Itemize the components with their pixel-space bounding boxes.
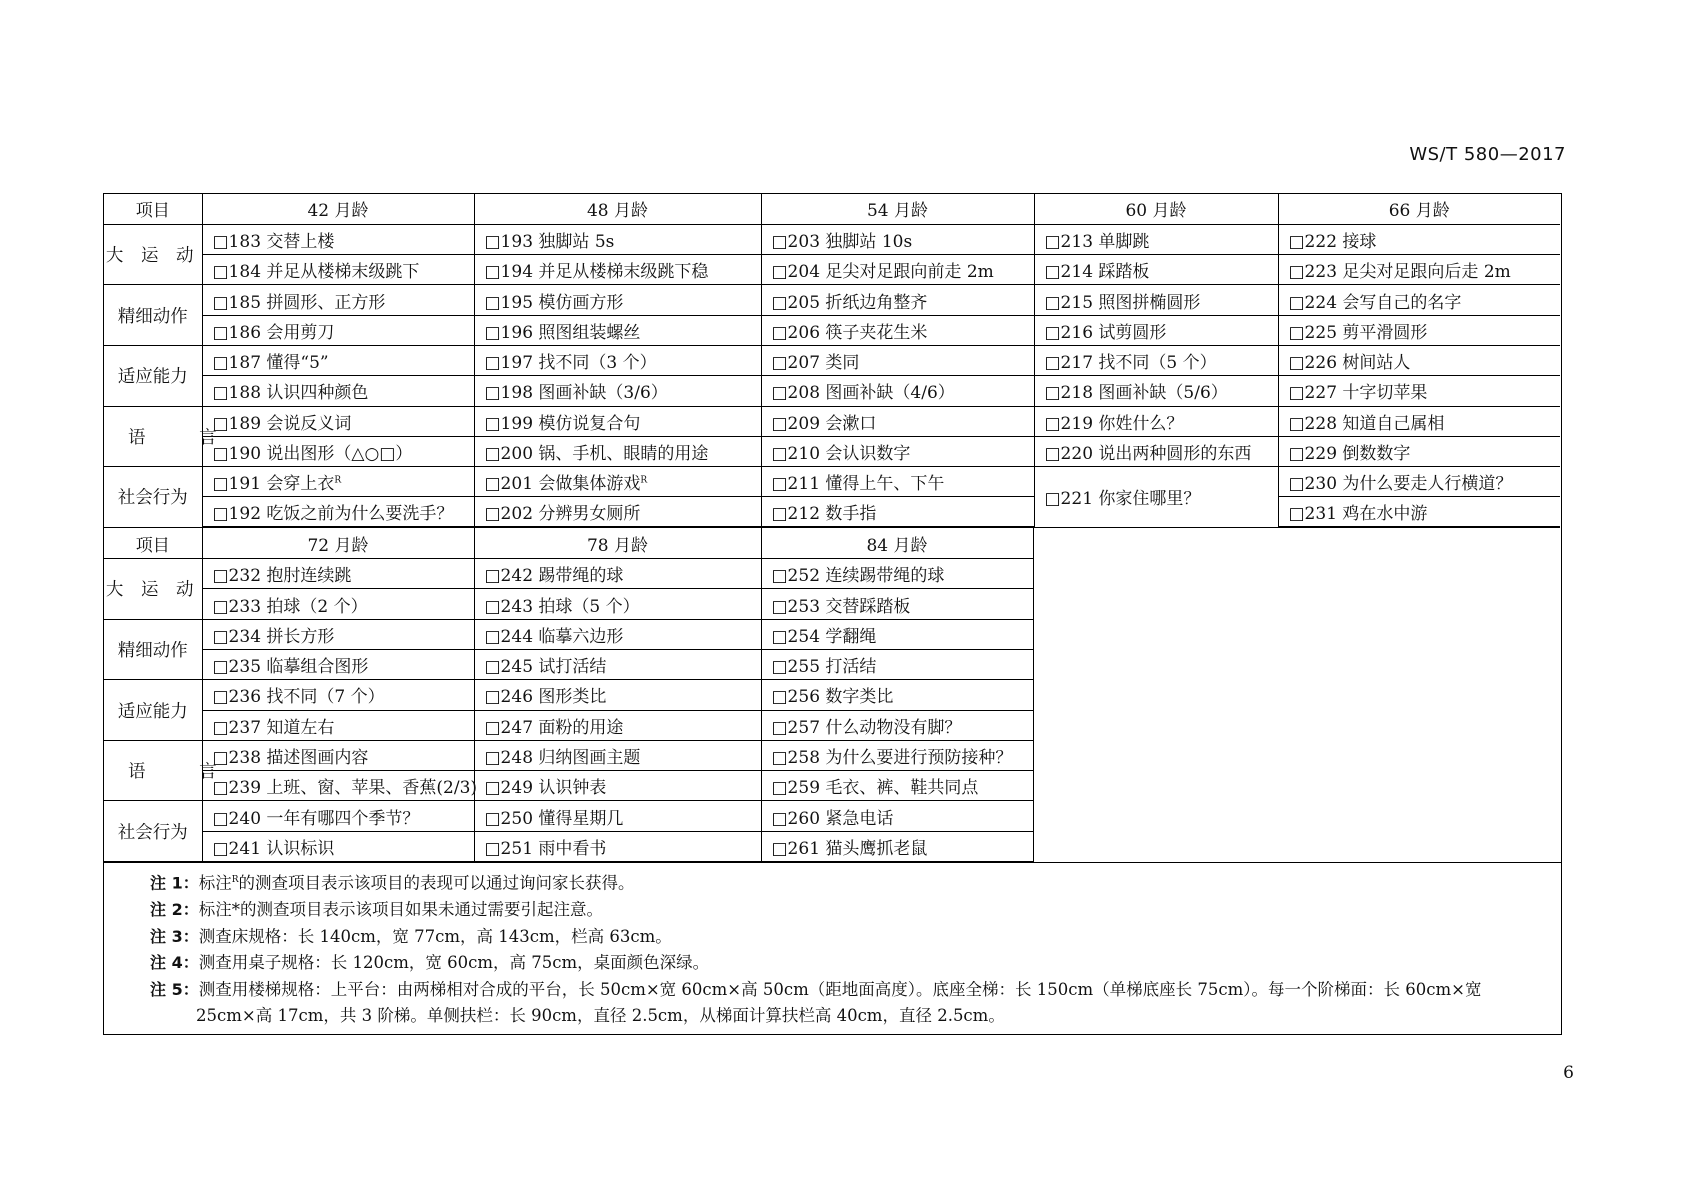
screening-item: □213 单脚跳	[1034, 224, 1278, 254]
table-row	[104, 649, 1033, 679]
age-table-72-84	[104, 528, 1034, 862]
screening-item: □258 为什么要进行预防接种？	[761, 740, 1033, 770]
table-row	[104, 467, 1560, 497]
screening-item: □243 拍球（5 个）	[474, 589, 761, 619]
table-row	[104, 801, 1033, 831]
screening-item: □210 会认识数字	[761, 436, 1034, 466]
category-label: 精细动作	[104, 619, 202, 680]
age-header: 78 月龄	[474, 528, 761, 558]
screening-item: □207 类同	[761, 345, 1034, 375]
screening-item: □232 抱肘连续跳	[202, 559, 474, 589]
screening-item: □235 临摹组合图形	[202, 649, 474, 679]
column-header-item: 项目	[104, 194, 202, 224]
screening-item: □251 雨中看书	[474, 831, 761, 861]
screening-item: □255 打活结	[761, 649, 1033, 679]
category-label: 适应能力	[104, 680, 202, 741]
screening-item: □260 紧急电话	[761, 801, 1033, 831]
screening-item: □254 学翻绳	[761, 619, 1033, 649]
table-row	[104, 619, 1033, 649]
category-label: 适应能力	[104, 345, 202, 406]
note-4: 注 4：测查用桌子规格：长 120cm，宽 60cm，高 75cm，桌面颜色深绿。	[150, 953, 710, 973]
note-5: 注 5：测查用楼梯规格：上平台：由两梯相对合成的平台，长 50cm×宽 60cm×高 50cm（距地面高度）。底座全梯：长 150cm（单梯底座长 75cm）。每一个阶梯面：长 60cm×宽 25cm×高 17cm，共 3 阶梯。单侧扶栏：长 90cm，直径 2.5cm，从梯面计算扶栏高 40cm，直径 2.5cm。	[150, 979, 1482, 1026]
screening-item: □187 懂得“5”	[202, 345, 474, 375]
table-row	[104, 589, 1033, 619]
screening-item: □206 筷子夹花生米	[761, 315, 1034, 345]
screening-item: □211 懂得上午、下午	[761, 467, 1034, 497]
screening-item: □202 分辨男女厕所	[474, 497, 761, 527]
screening-item: □188 认识四种颜色	[202, 376, 474, 406]
category-label: 社会行为	[104, 801, 202, 862]
screening-item: □219 你姓什么？	[1034, 406, 1278, 436]
screening-item: □199 模仿说复合句	[474, 406, 761, 436]
column-header-item: 项目	[104, 528, 202, 558]
age-header: 84 月龄	[761, 528, 1033, 558]
table-row	[104, 680, 1033, 710]
category-label: 语 言	[104, 740, 202, 801]
screening-item: □259 毛衣、裤、鞋共同点	[761, 771, 1033, 801]
table-row	[104, 710, 1033, 740]
table-row	[104, 406, 1560, 436]
screening-item: □196 照图组装螺丝	[474, 315, 761, 345]
screening-item: □191 会穿上衣$^R$	[202, 467, 474, 497]
note-1: 注 1：标注$^R$的测查项目表示该项目的表现可以通过询问家长获得。	[150, 873, 635, 893]
page-number: 6	[1563, 1063, 1574, 1083]
screening-item: □229 倒数数字	[1278, 436, 1560, 466]
screening-item: □192 吃饭之前为什么要洗手？	[202, 497, 474, 527]
screening-item: □249 认识钟表	[474, 771, 761, 801]
table-row	[104, 315, 1560, 345]
screening-item: □201 会做集体游戏$^R$	[474, 467, 761, 497]
age-header: 66 月龄	[1278, 194, 1560, 224]
screening-item: □218 图画补缺（5/6）	[1034, 376, 1278, 406]
screening-item: □186 会用剪刀	[202, 315, 474, 345]
screening-item: □234 拼长方形	[202, 619, 474, 649]
table-row	[104, 497, 1560, 527]
screening-item: □215 照图拼椭圆形	[1034, 285, 1278, 315]
screening-item: □245 试打活结	[474, 649, 761, 679]
screening-item: □195 模仿画方形	[474, 285, 761, 315]
screening-table-frame	[103, 193, 1562, 1035]
parent-report-mark: R	[640, 475, 648, 486]
screening-item: □194 并足从楼梯末级跳下稳	[474, 255, 761, 285]
screening-item: □226 树间站人	[1278, 345, 1560, 375]
category-label: 大 运 动	[104, 224, 202, 285]
age-header: 42 月龄	[202, 194, 474, 224]
screening-item: □237 知道左右	[202, 710, 474, 740]
screening-item: □198 图画补缺（3/6）	[474, 376, 761, 406]
screening-item: □220 说出两种圆形的东西	[1034, 436, 1278, 466]
screening-item: □256 数字类比	[761, 680, 1033, 710]
table-row	[104, 376, 1560, 406]
screening-item: □227 十字切苹果	[1278, 376, 1560, 406]
table-row	[104, 436, 1560, 466]
category-label: 精细动作	[104, 285, 202, 346]
screening-item: □203 独脚站 10s	[761, 224, 1034, 254]
screening-item: □185 拼圆形、正方形	[202, 285, 474, 315]
screening-item: □247 面粉的用途	[474, 710, 761, 740]
screening-item: □257 什么动物没有脚？	[761, 710, 1033, 740]
category-label: 社会行为	[104, 467, 202, 528]
table-row	[104, 831, 1033, 861]
standard-code: WS/T 580—2017	[1409, 144, 1566, 165]
age-header: 54 月龄	[761, 194, 1034, 224]
category-label: 大 运 动	[104, 559, 202, 620]
age-header: 60 月龄	[1034, 194, 1278, 224]
age-header: 48 月龄	[474, 194, 761, 224]
screening-item: □200 锅、手机、眼睛的用途	[474, 436, 761, 466]
screening-item: □238 描述图画内容	[202, 740, 474, 770]
screening-item: □228 知道自己属相	[1278, 406, 1560, 436]
screening-item: □248 归纳图画主题	[474, 740, 761, 770]
screening-item: □208 图画补缺（4/6）	[761, 376, 1034, 406]
screening-item: □205 折纸边角整齐	[761, 285, 1034, 315]
screening-item: □193 独脚站 5s	[474, 224, 761, 254]
table-row	[104, 740, 1033, 770]
screening-item: □225 剪平滑圆形	[1278, 315, 1560, 345]
screening-item: □230 为什么要走人行横道？	[1278, 467, 1560, 497]
screening-item: □212 数手指	[761, 497, 1034, 527]
screening-item: □236 找不同（7 个）	[202, 680, 474, 710]
screening-item: □184 并足从楼梯末级跳下	[202, 255, 474, 285]
screening-item: □252 连续踢带绳的球	[761, 559, 1033, 589]
category-label: 语 言	[104, 406, 202, 467]
screening-item: □239 上班、窗、苹果、香蕉(2/3)	[202, 771, 474, 801]
screening-item: □253 交替踩踏板	[761, 589, 1033, 619]
screening-item: □223 足尖对足跟向后走 2m	[1278, 255, 1560, 285]
screening-item: □214 踩踏板	[1034, 255, 1278, 285]
screening-item: □224 会写自己的名字	[1278, 285, 1560, 315]
screening-item: □242 踢带绳的球	[474, 559, 761, 589]
screening-item: □241 认识标识	[202, 831, 474, 861]
screening-item: □261 猫头鹰抓老鼠	[761, 831, 1033, 861]
screening-item: □217 找不同（5 个）	[1034, 345, 1278, 375]
table-row	[104, 224, 1560, 254]
age-header: 72 月龄	[202, 528, 474, 558]
screening-item: □250 懂得星期几	[474, 801, 761, 831]
table-row	[104, 559, 1033, 589]
screening-item: □231 鸡在水中游	[1278, 497, 1560, 527]
screening-item: □222 接球	[1278, 224, 1560, 254]
table-row	[104, 771, 1033, 801]
note-3: 注 3：测查床规格：长 140cm，宽 77cm，高 143cm，栏高 63cm。	[150, 926, 672, 946]
screening-item: □209 会漱口	[761, 406, 1034, 436]
table-row	[104, 255, 1560, 285]
screening-item: □183 交替上楼	[202, 224, 474, 254]
screening-item: □190 说出图形（△○□）	[202, 436, 474, 466]
screening-item: □189 会说反义词	[202, 406, 474, 436]
screening-item: □240 一年有哪四个季节？	[202, 801, 474, 831]
notes-section	[104, 862, 1561, 1034]
table-row	[104, 345, 1560, 375]
screening-item: □246 图形类比	[474, 680, 761, 710]
parent-report-mark: R	[334, 475, 342, 486]
screening-item: □221 你家住哪里？	[1034, 467, 1278, 528]
screening-item: □244 临摹六边形	[474, 619, 761, 649]
screening-item: □197 找不同（3 个）	[474, 345, 761, 375]
note-2: 注 2：标注*的测查项目表示该项目如果未通过需要引起注意。	[150, 900, 603, 920]
table-row	[104, 285, 1560, 315]
age-table-42-66	[104, 194, 1560, 528]
screening-item: □204 足尖对足跟向前走 2m	[761, 255, 1034, 285]
screening-item: □233 拍球（2 个）	[202, 589, 474, 619]
screening-item: □216 试剪圆形	[1034, 315, 1278, 345]
